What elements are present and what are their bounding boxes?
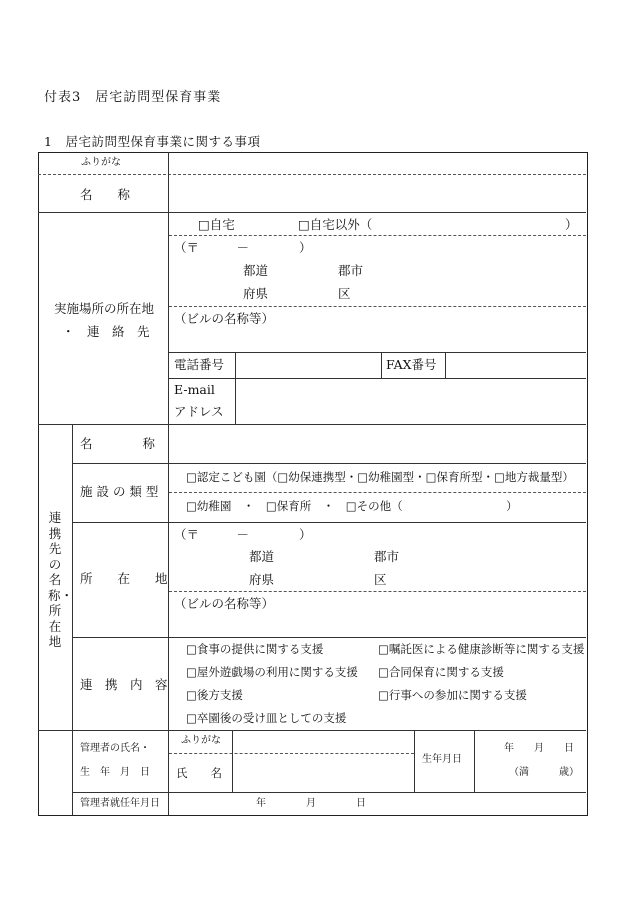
partner-postal-code-field[interactable]: （〒 － ） bbox=[174, 527, 312, 542]
row-divider bbox=[72, 637, 586, 638]
home-checkbox[interactable]: □自宅 bbox=[198, 217, 235, 232]
col-divider bbox=[168, 212, 169, 815]
appointment-date-ymd: 年 月 日 bbox=[256, 798, 366, 809]
name-label: 名 称 bbox=[80, 187, 131, 202]
furigana-label: ふりがな bbox=[81, 157, 121, 168]
section-title: 1 居宅訪問型保育事業に関する事項 bbox=[44, 134, 261, 149]
application-form bbox=[38, 152, 588, 816]
furigana-divider bbox=[38, 174, 586, 175]
cooperation-content-label: 連 携 内 容 bbox=[80, 677, 168, 692]
row-divider bbox=[169, 591, 586, 592]
row-divider bbox=[169, 306, 586, 307]
facility-type-label: 施 設 の 類 型 bbox=[80, 484, 159, 499]
site-label-contact: ・ 連 絡 先 bbox=[62, 324, 150, 339]
row-divider bbox=[38, 212, 586, 213]
row-divider bbox=[169, 235, 586, 236]
support-checkbox-backup[interactable]: □後方支援 bbox=[186, 688, 243, 702]
col-divider bbox=[414, 730, 415, 792]
document-title: 付表3 居宅訪問型保育事業 bbox=[44, 90, 222, 105]
col-divider bbox=[232, 730, 233, 792]
support-checkbox-after-graduation[interactable]: □卒園後の受け皿としての支援 bbox=[186, 711, 347, 725]
fax-label: FAX番号 bbox=[386, 357, 437, 372]
manager-name-label: 管理者の氏名・ bbox=[80, 743, 150, 754]
prefecture-label: 都道 bbox=[249, 549, 275, 564]
col-divider bbox=[235, 352, 236, 424]
email-label: E-mail bbox=[174, 382, 215, 397]
phone-label: 電話番号 bbox=[174, 357, 225, 372]
other-than-home-checkbox[interactable]: □自宅以外（ bbox=[298, 217, 373, 232]
support-checkbox-meals[interactable]: □食事の提供に関する支援 bbox=[186, 642, 324, 656]
facility-type-options-row1[interactable]: □認定こども園（□幼保連携型・□幼稚園型・□保育所型・□地方裁量型） bbox=[186, 470, 574, 484]
row-divider bbox=[169, 492, 586, 493]
col-divider bbox=[72, 424, 73, 815]
close-paren: ） bbox=[565, 217, 578, 232]
email-address-label: アドレス bbox=[174, 404, 224, 419]
row-divider bbox=[72, 792, 586, 793]
location-label: 所 在 地 bbox=[80, 571, 168, 586]
manager-birthdate-label: 生 年 月 日 bbox=[80, 767, 150, 778]
row-divider bbox=[38, 424, 586, 425]
ward-label: 区 bbox=[338, 286, 351, 301]
support-checkbox-joint-care[interactable]: □合同保育に関する支援 bbox=[378, 665, 504, 679]
facility-type-options-row2[interactable]: □幼稚園 ・ □保育所 ・ □その他（ ） bbox=[186, 499, 518, 513]
col-divider bbox=[445, 352, 446, 378]
ward-label: 区 bbox=[374, 572, 387, 587]
partner-building-field[interactable]: （ビルの名称等） bbox=[174, 596, 275, 611]
partner-vertical-label: 連携先の名称・所在地 bbox=[48, 510, 74, 649]
city-label: 郡市 bbox=[374, 549, 400, 564]
row-divider bbox=[169, 352, 586, 353]
support-checkbox-playground[interactable]: □屋外遊戯場の利用に関する支援 bbox=[186, 665, 358, 679]
row-divider bbox=[72, 522, 586, 523]
col-divider bbox=[474, 730, 475, 792]
birthdate-ymd: 年 月 日 bbox=[504, 743, 574, 754]
row-divider bbox=[72, 463, 586, 464]
col-divider bbox=[381, 352, 382, 378]
age-field: （満 歳） bbox=[509, 767, 579, 778]
prefecture-label: 府県 bbox=[243, 286, 269, 301]
manager-furigana-label: ふりがな bbox=[181, 735, 221, 746]
prefecture-label: 都道 bbox=[243, 263, 269, 278]
row-divider bbox=[169, 753, 414, 754]
birthdate-label: 生年月日 bbox=[422, 754, 462, 765]
row-divider bbox=[38, 730, 586, 731]
row-divider bbox=[169, 378, 586, 379]
prefecture-label: 府県 bbox=[249, 572, 275, 587]
appointment-date-label: 管理者就任年月日 bbox=[80, 798, 160, 809]
postal-code-field[interactable]: （〒 － ） bbox=[174, 240, 312, 255]
manager-fullname-label: 氏 名 bbox=[176, 766, 222, 780]
support-checkbox-events[interactable]: □行事への参加に関する支援 bbox=[378, 688, 527, 702]
col-divider bbox=[168, 152, 169, 212]
site-label: 実施場所の所在地 bbox=[54, 301, 155, 316]
partner-name-label: 名 称 bbox=[80, 436, 156, 451]
support-checkbox-health[interactable]: □嘱託医による健康診断等に関する支援 bbox=[378, 642, 585, 656]
building-name-field[interactable]: （ビルの名称等） bbox=[174, 311, 275, 326]
city-label: 郡市 bbox=[338, 263, 364, 278]
